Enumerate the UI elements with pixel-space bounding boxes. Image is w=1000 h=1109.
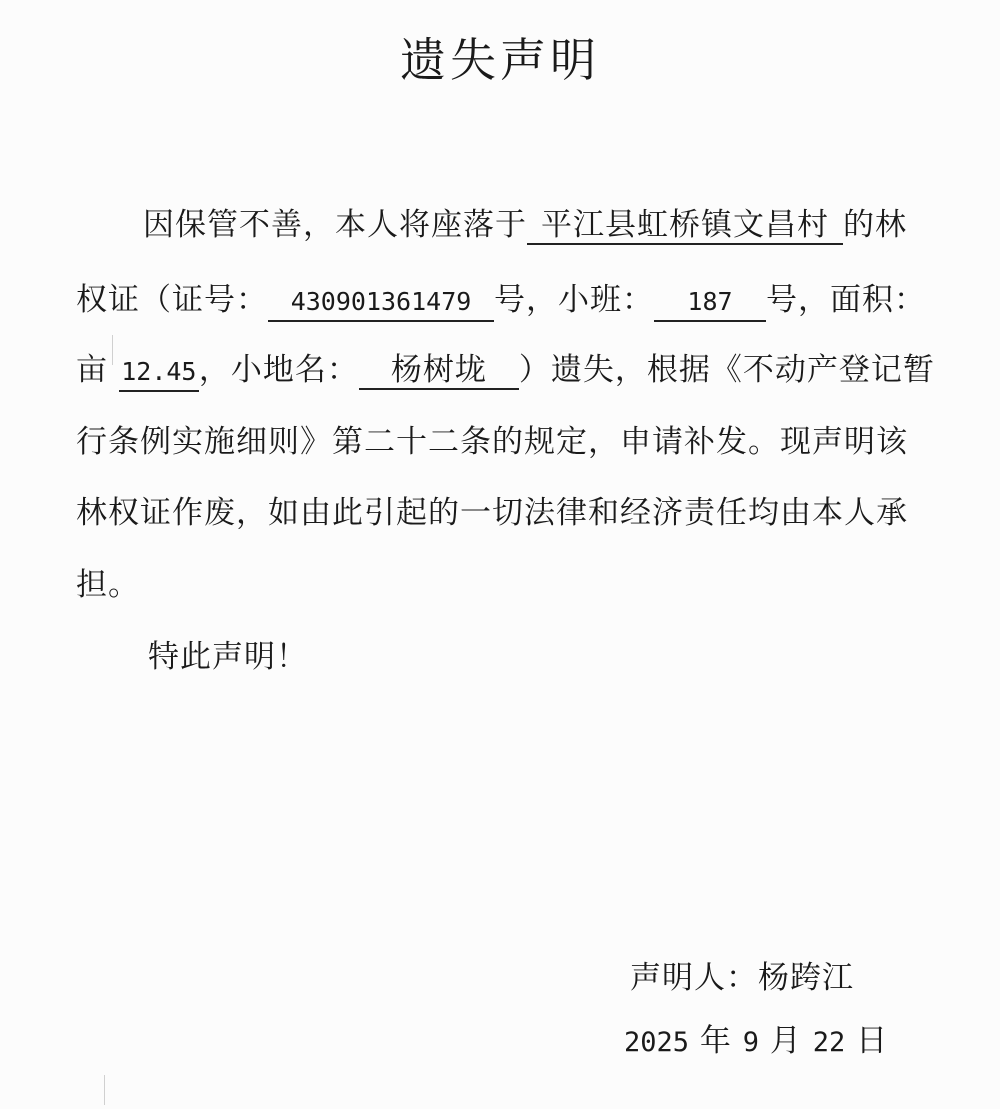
body-line-6: 担。 [76,567,140,603]
declarant-line [630,958,854,998]
line-text: 因保管不善，本人将座落于 [143,207,527,243]
body-line-5: 林权证作废，如由此引起的一切法律和经济责任均由本人承 [76,495,908,531]
body-line-4: 行条例实施细则》第二十二条的规定，申请补发。现声明该 [76,424,908,460]
date-year: 2025 [624,1027,690,1058]
area-field: 12.45 [119,354,199,392]
line-text: 号，小班： [494,282,654,318]
scan-mark [104,1075,105,1105]
date-year-unit: 年 [699,1023,732,1059]
location-field: 平江县虹桥镇文昌村 [527,207,843,245]
line-text: ）遗失，根据《不动产登记暂 [518,352,935,388]
line-text: 号，面积： [766,282,926,318]
declarant-label: 声明人： [630,960,758,996]
page-title: 遗失声明 [400,33,600,87]
date-month: 9 [742,1027,760,1058]
place-name-field: 杨树垅 [359,352,519,390]
line-text: 的林 [843,207,907,243]
date-day-unit: 日 [856,1023,889,1059]
line-text: ，小地名： [198,352,359,388]
body-line-1 [143,205,907,245]
line-text: 权证（证号： [76,282,268,318]
certificate-number-field: 430901361479 [268,284,494,322]
date-month-unit: 月 [769,1023,802,1059]
date-line [624,1021,888,1063]
line-text: 亩 [76,352,108,388]
body-line-3 [76,350,935,392]
plot-number-field: 187 [654,284,766,322]
date-day: 22 [812,1027,846,1058]
body-line-2 [76,280,926,322]
declarant-name: 杨跨江 [758,960,854,996]
closing-statement: 特此声明！ [148,639,308,675]
